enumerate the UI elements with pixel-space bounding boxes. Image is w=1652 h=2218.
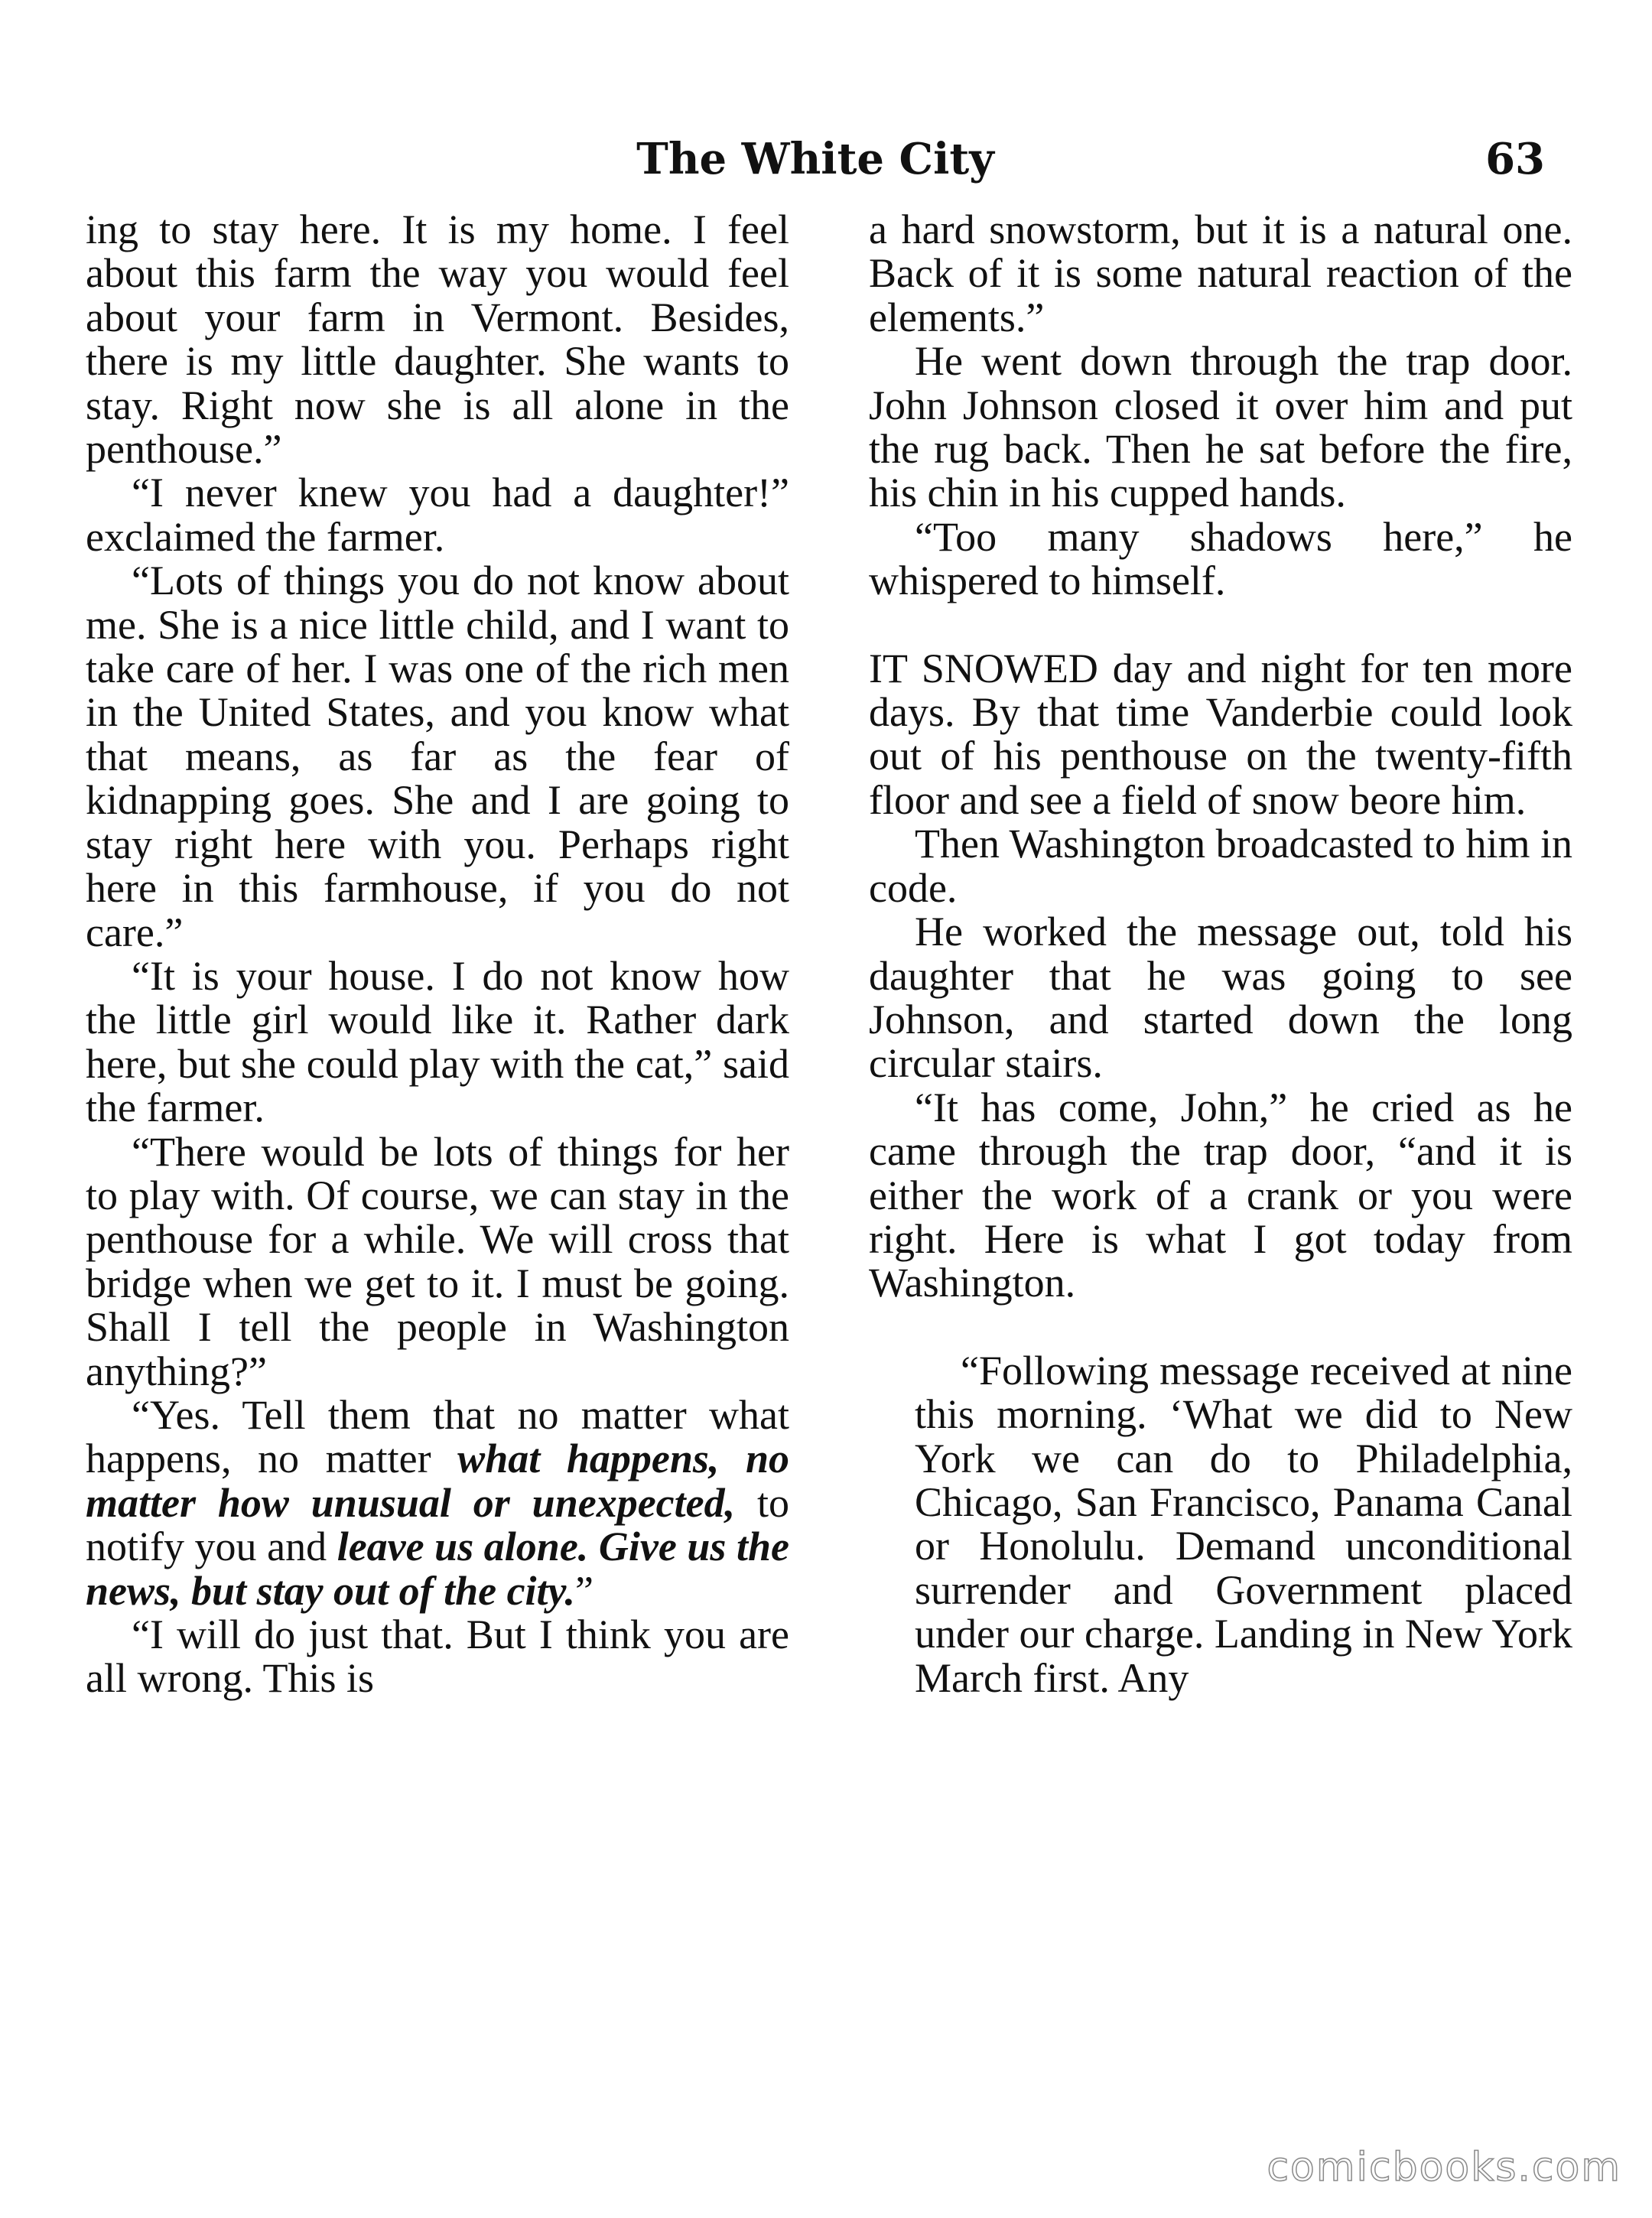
page-header xyxy=(86,128,1545,190)
paragraph: He went down through the trap door. John Johnson closed it over him and put the rug back. Then he sat before the fire, his chin in his cupped hands. xyxy=(869,338,1572,516)
paragraph: He worked the message out, told his daughter that he was going to see Johnson, and started down the long circular stairs. xyxy=(869,909,1572,1087)
watermark: comicbooks.com xyxy=(1267,2145,1621,2190)
paragraph xyxy=(86,1391,789,1614)
running-title: The White City xyxy=(636,134,994,184)
paragraph: Then Washington broadcasted to him in code. xyxy=(869,821,1572,911)
emphasis-text: leave us alone. Give us the news, but stay out of the city. xyxy=(86,1524,789,1614)
text-run: “Yes. Tell them that no matter what happens, no matter xyxy=(86,1391,789,1482)
left-column xyxy=(86,208,789,1701)
paragraph: ing to stay here. It is my home. I feel about this farm the way you would feel about your farm in Vermont. Besides, there is my little daughter. She wants to stay. Right now she is all alone in the penthouse.” xyxy=(86,207,789,473)
right-column xyxy=(869,208,1572,1700)
paragraph: “I never knew you had a daughter!” exclaimed the farmer. xyxy=(86,470,789,560)
text-run: ” xyxy=(575,1567,593,1614)
page-number: 63 xyxy=(1485,134,1545,184)
paragraph: “It has come, John,” he cried as he came through the trap door, “and it is either the work of a crank or you were right. Here is what I got today from Washington. xyxy=(869,1084,1572,1306)
paragraph: “Lots of things you do not know about me. She is a nice little child, and I want to take care of her. I was one of the rich men in the United States, and you know what that means, as far as the fear of kidnapping goes. She and I are going to stay right here with you. Perhaps right here in this farmhouse, if you do not care.” xyxy=(86,558,789,955)
paragraph: “Too many shadows here,” he whispered to himself. xyxy=(869,513,1572,604)
section-start-paragraph: IT SNOWED day and night for ten more days. By that time Vanderbie could look out of his penthouse on the twenty-fifth floor and see a field of snow beore him. xyxy=(869,645,1572,823)
paragraph: “There would be lots of things for her to play with. Of course, we can stay in the penthouse for a while. We will cross that bridge when we get to it. I must be going. Shall I tell the people in Washington anything?” xyxy=(86,1128,789,1394)
emphasis-text: what happens, no matter how unusual or unexpected, xyxy=(86,1436,789,1526)
paragraph: “I will do just that. But I think you are all wrong. This is xyxy=(86,1611,789,1702)
text-run: to notify you and xyxy=(86,1479,789,1570)
quoted-message: “Following message received at nine this morning. ‘What we did to New York we can do to Philadelphia, Chicago, San Francisco, Panama Canal or Honolulu. Demand unconditional surrender and Government placed under our charge. Landing in New York March first. Any xyxy=(915,1347,1572,1701)
paragraph: “It is your house. I do not know how the little girl would like it. Rather dark here, but she could play with the cat,” said the farmer. xyxy=(86,952,789,1131)
paragraph: a hard snowstorm, but it is a natural one. Back of it is some natural reaction of the elements.” xyxy=(869,207,1572,340)
